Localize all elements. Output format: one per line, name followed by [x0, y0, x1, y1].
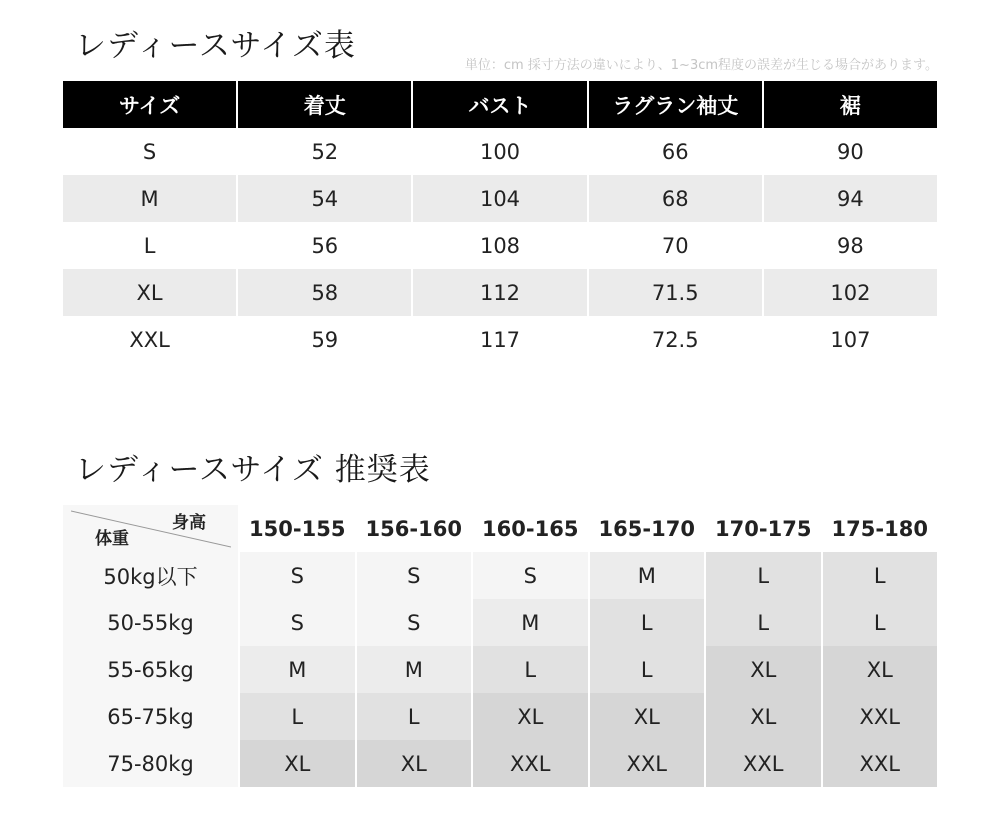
table-row [63, 599, 937, 646]
table-cell: S [142, 139, 157, 164]
table-cell: 90 [837, 139, 864, 164]
table-cell: 104 [413, 175, 586, 222]
size-cell: XXL [590, 740, 705, 787]
table-cell: M [63, 175, 236, 222]
size-cell: S [357, 599, 472, 646]
size-cell: M [590, 552, 705, 599]
table-cell: 68 [589, 175, 762, 222]
weight-range: 55-65kg [63, 646, 238, 693]
weight-range: 65-75kg [63, 693, 238, 740]
size-cell: S [240, 599, 355, 646]
table-cell: 98 [837, 233, 864, 258]
size-cell: XL [706, 646, 821, 693]
table-cell: 52 [311, 139, 339, 164]
size-cell: L [590, 646, 705, 693]
table-cell: 100 [479, 139, 521, 164]
size-cell: M [357, 646, 472, 693]
height-range: 165-170 [590, 505, 705, 552]
table-cell: XL [63, 269, 236, 316]
table-cell: 94 [764, 175, 937, 222]
size-chart-title: レディースサイズ表 [75, 28, 356, 64]
table-cell: 56 [311, 233, 339, 258]
table-row [63, 316, 937, 363]
table-cell: 58 [238, 269, 411, 316]
measurement-note: 単位：cm 採寸方法の違いにより、1~3cm程度の誤差が生じる場合があります。 [464, 58, 938, 73]
size-chart-header-row [63, 81, 937, 128]
header-bust: バスト [413, 81, 586, 128]
table-cell: 59 [311, 327, 339, 352]
weight-range: 50-55kg [63, 599, 238, 646]
size-cell: XXL [823, 693, 938, 740]
size-cell: XL [590, 693, 705, 740]
height-range: 175-180 [823, 505, 938, 552]
size-cell: M [473, 599, 588, 646]
size-cell: XL [357, 740, 472, 787]
table-row [63, 269, 937, 316]
size-cell: L [706, 552, 821, 599]
height-range: 156-160 [357, 505, 472, 552]
size-cell: XL [706, 693, 821, 740]
size-chart-table [63, 81, 937, 363]
table-row [63, 552, 937, 599]
table-row [63, 740, 937, 787]
size-cell: M [240, 646, 355, 693]
weight-label: 体重 [95, 529, 129, 549]
height-label: 身高 [172, 513, 206, 533]
corner-cell [63, 505, 238, 552]
recommendation-table [63, 505, 937, 787]
size-cell: L [357, 693, 472, 740]
size-cell: XL [473, 693, 588, 740]
table-row [63, 646, 937, 693]
header-hem: 裾 [764, 81, 937, 128]
size-cell: XXL [706, 740, 821, 787]
size-cell: XXL [823, 740, 938, 787]
size-cell: L [590, 599, 705, 646]
size-cell: L [473, 646, 588, 693]
table-cell: 72.5 [651, 327, 699, 352]
size-cell: L [823, 599, 938, 646]
table-cell: 71.5 [589, 269, 762, 316]
table-cell: 102 [764, 269, 937, 316]
size-cell: L [706, 599, 821, 646]
table-row [63, 693, 937, 740]
table-cell: 112 [413, 269, 586, 316]
header-length: 着丈 [238, 81, 411, 128]
size-cell: XXL [473, 740, 588, 787]
table-cell: 117 [479, 327, 521, 352]
size-cell: S [240, 552, 355, 599]
size-cell: L [823, 552, 938, 599]
height-range: 150-155 [240, 505, 355, 552]
table-row [63, 128, 937, 175]
table-cell: 54 [238, 175, 411, 222]
recommendation-title: レディースサイズ 推奨表 [75, 452, 431, 488]
table-cell: 70 [661, 233, 689, 258]
table-cell: L [143, 233, 156, 258]
height-range: 170-175 [706, 505, 821, 552]
size-cell: XL [240, 740, 355, 787]
header-raglan-sleeve: ラグラン袖丈 [589, 81, 762, 128]
recommendation-header-row [63, 505, 937, 552]
weight-range: 75-80kg [63, 740, 238, 787]
weight-range: 50kg以下 [63, 552, 238, 599]
table-cell: 107 [830, 327, 871, 352]
height-range: 160-165 [473, 505, 588, 552]
table-cell: 108 [479, 233, 521, 258]
table-cell: 66 [661, 139, 689, 164]
header-size: サイズ [63, 81, 236, 128]
table-row [63, 222, 937, 269]
size-cell: S [473, 552, 588, 599]
table-row [63, 175, 937, 222]
size-cell: L [240, 693, 355, 740]
size-cell: S [357, 552, 472, 599]
table-cell: XXL [129, 327, 170, 352]
size-cell: XL [823, 646, 938, 693]
